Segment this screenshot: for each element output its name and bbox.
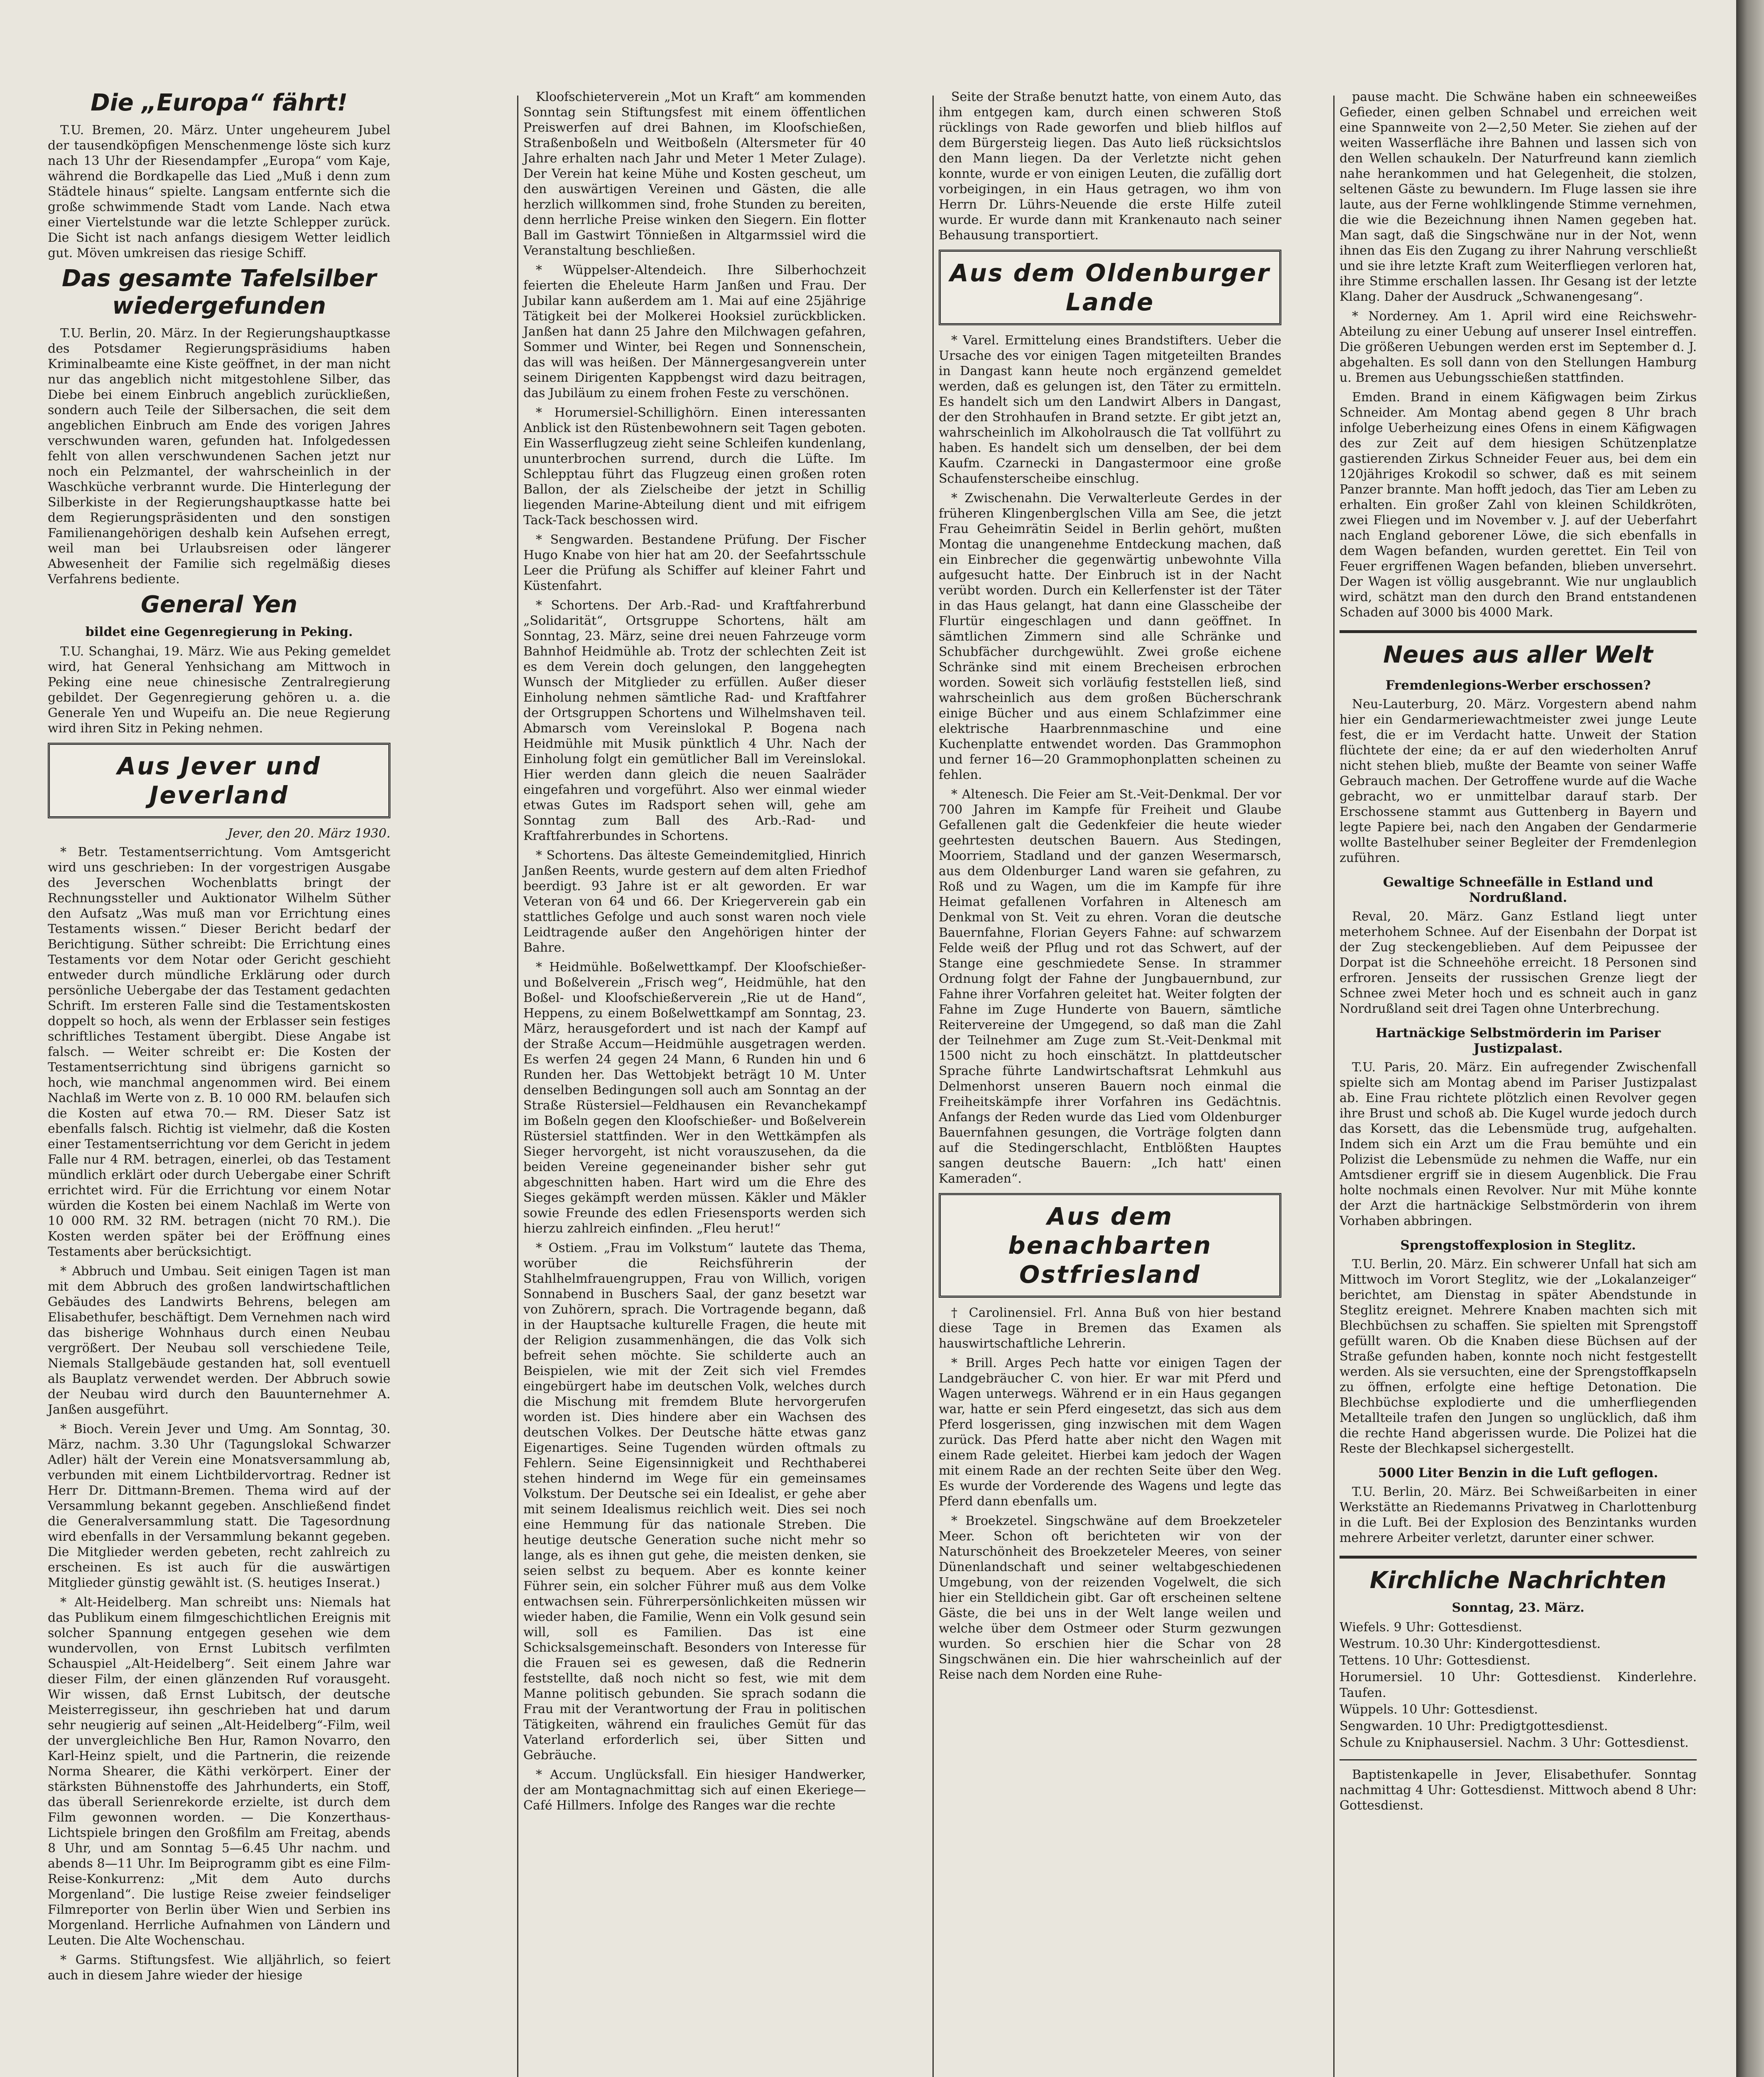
column-rule	[1333, 96, 1335, 2077]
article-text: * Sengwarden. Bestandene Prüfung. Der Fischer Hugo Knabe von hier hat am 20. der Seefahrtsschule Leer die Prüfung als Schiffer auf kleiner Fahrt und Küstenfahrt.	[523, 533, 866, 593]
article-text: * Betr. Testamentserrichtung. Vom Amtsgericht wird uns geschrieben: In der vorgestrigen Ausgabe des Jeverschen Wochenblatts bringt der Rechnungssteller und Auktionator Wilhelm Süther den Aufsatz „Was muß man vor Errichtung eines Testaments wissen.“ Dieser Bericht bedarf der Berichtigung. Süther schreibt: Die Errichtung eines Testaments vor dem Notar oder Gericht geschieht entweder durch mündliche Erklärung oder durch persönliche Uebergabe der das Testament gedachten Schrift. Im ersteren Falle sind die Testamentskosten doppelt so hoch, als wenn der Erblasser sein festiges schriftliches Testament übergibt. Diese Angabe ist falsch. — Weiter schreibt er: Die Kosten der Testamentserrichtung sind übrigens garnicht so hoch, wie manchmal angenommen wird. Bei einem Nachlaß im Werte von z. B. 10 000 RM. belaufen sich die Kosten auf etwa 70.— RM. Dieser Satz ist ebenfalls falsch. Richtig ist vielmehr, daß die Kosten einer Testamentserrichtung vor dem Gericht in jedem Falle nur 4 RM. betragen, einerlei, ob das Testament mündlich erklärt oder durch Uebergabe einer Schrift errichtet wird. Für die Errichtung vor einem Notar würden die Kosten bei einem Nachlaß im Werte von 10 000 RM. 32 RM. betragen (nicht 70 RM.). Die Kosten werden später bei der Eröffnung eines Testaments aber berücksichtigt.	[48, 845, 390, 1259]
article-text: * Alt-Heidelberg. Man schreibt uns: Niemals hat das Publikum einem filmgeschichtlichen Ereignis mit solcher Spannung entgegen gesehen wie dem wundervollen, von Ernst Lubitsch verfilmten Schauspiel „Alt-Heidelberg“. Seit einem Jahre war dieser Film, der einen glänzenden Ruf vorausgeht. Wir wissen, daß Ernst Lubitsch, der deutsche Meisterregisseur, ihn geschrieben hat und darum sehr neugierig auf seinen „Alt-Heidelberg“-Film, weil der unvergleichliche Ben Hur, Ramon Novarro, den Karl-Heinz spielt, und die Partnerin, die reizende Norma Shearer, die Käthi verkörpert. Einer der stärksten Bühnenstoffe des Jahrhunderts, ein Stoff, das überall Serienrekorde erzielte, ist durch dem Film gewonnen worden. — Die Konzerthaus-Lichtspiele bringen den Großfilm am Freitag, abends 8 Uhr, und am Sonntag 5—6.45 Uhr nachm. und abends 8—11 Uhr. Im Beiprogramm gibt es eine Film-Reise-Konkurrenz: „Mit dem Auto durchs Morgenland“. Die lustige Reise zweier feindseliger Filmreporter von Berlin über Wien und Serbien ins Morgenland. Herrliche Aufnahmen von Ländern und Leuten. Die Alte Wochenschau.	[48, 1595, 390, 1948]
section-divider	[1340, 630, 1697, 633]
article-text: Kloofschieterverein „Mot un Kraft“ am kommenden Sonntag sein Stiftungsfest mit einem öffentlichen Preiswerfen auf drei Bahnen, im Kloofschießen, Straßenboßeln und Weitboßeln (Altersmeter für 40 Jahre erhalten nach Jahr und Meter 1 Meter Zulage). Der Verein hat keine Mühe und Kosten gescheut, um den auswärtigen Vereinen und Gästen, die alle herzlich willkommen sind, frohe Stunden zu bereiten, denn herrliche Preise winken den Siegern. Ein flotter Ball im Gastwirt Tönnießen in Altgarmssiel wird die Veranstaltung beschließen.	[523, 90, 866, 258]
article-text: T.U. Paris, 20. März. Ein aufregender Zwischenfall spielte sich am Montag abend im Pariser Justizpalast ab. Eine Frau richtete plötzlich einen Revolver gegen ihre Brust und schoß ab. Die Kugel wurde jedoch durch das Korsett, das die Lebensmüde trug, aufgehalten. Indem sich ein Arzt um die Frau bemühte und ein Polizist die Lebensmüde zu nehmen die Waffe, nur ein Amtsdiener ergriff sie in diesem Augenblick. Die Frau holte nochmals einen Revolver. Nur mit Mühe konnte der Arzt die hartnäckige Selbstmörderin von ihrem Vorhaben abbringen.	[1340, 1060, 1697, 1228]
section-box-ostfriesland: Aus dem benachbarten Ostfriesland	[939, 1193, 1281, 1298]
article-text: T.U. Bremen, 20. März. Unter ungeheurem Jubel der tausendköpfigen Menschenmenge löste sich kurz nach 13 Uhr der Riesendampfer „Europa“ vom Kaje, während die Bordkapelle das Lied „Muß i denn zum Städtele hinaus“ spielte. Langsam entfernte sich die große schwimmende Stadt vom Lande. Nach etwa einer Viertelstunde war die letzte Schlepper zurück. Die Sicht ist nach anfangs diesigem Wetter leidlich gut. Möven umkreisen das riesige Schiff.	[48, 123, 390, 260]
headline-tafelsilber: Das gesamte Tafelsilber wiedergefunden	[61, 265, 377, 319]
list-item: Wüppels. 10 Uhr: Gottesdienst.	[1340, 1702, 1538, 1717]
church-list	[1340, 1620, 1697, 1751]
subheadline: 5000 Liter Benzin in die Luft geflogen.	[1378, 1466, 1659, 1480]
list-item: Westrum. 10.30 Uhr: Kindergottesdienst.	[1340, 1637, 1601, 1651]
article-text: T.U. Berlin, 20. März. In der Regierungshauptkasse des Potsdamer Regierungspräsidiums haben Kriminalbeamte eine Kiste geöffnet, in der man nicht nur das angeblich nicht mitgestohlene Silber, das Diebe bei einem Einbruch angeblich zurückließen, sondern auch Teile der Silbersachen, die seit dem angeblichen Einbruch am Ende des vorigen Jahres verschwunden waren, gefunden hat. Infolgedessen fehlt von allen verschwundenen Sachen jetzt nur noch ein Pelzmantel, der wahrscheinlich in der Waschküche verbrannt wurde. Die Hinterlegung der Silberkiste in der Regierungshauptkasse hatte bei dem Regierungspräsidenten und den sonstigen Familienangehörigen deshalb kein Aufsehen erregt, weil man bei Urlaubsreisen oder längerer Abwesenheit der Familie sich regelmäßig dieses Verfahrens bediente.	[48, 326, 390, 587]
list-item: Horumersiel. 10 Uhr: Gottesdienst. Kinderlehre. Taufen.	[1340, 1670, 1697, 1700]
article-text: * Broekzetel. Singschwäne auf dem Broekzeteler Meer. Schon oft berichteten wir von der Naturschönheit des Broekzeteler Meeres, von seiner Dünenlandschaft und seiner weltabgeschiedenen Umgebung, von der reizenden Vogelwelt, die sich hier ein Stelldichein gibt. Gar oft erscheinen seltene Gäste, die bei uns in der Welt lange weilen und welche über dem Ostmeer oder Sturm gezwungen wurden. So erschien hier die Schar von 28 Singschwänen ein. Die hier wahrscheinlich auf der Reise nach dem Norden eine Ruhe-	[939, 1514, 1281, 1682]
article-text: Seite der Straße benutzt hatte, von einem Auto, das ihm entgegen kam, durch einen schweren Stoß rücklings von Rade geworfen und blieb hilflos auf dem Bürgersteig liegen. Das Auto ließ rücksichtslos den Mann liegen. Da der Verletzte nicht gehen konnte, wurde er von einigen Leuten, die zufällig dort vorbeigingen, in ein Haus getragen, wo ihm von Herrn Dr. Lührs-Neuende die erste Hilfe zuteil wurde. Er wurde dann mit Krankenauto nach seiner Behausung transportiert.	[939, 90, 1281, 243]
list-item: Schule zu Kniphausersiel. Nachm. 3 Uhr: Gottesdienst.	[1340, 1736, 1689, 1750]
article-text: * Horumersiel-Schillighörn. Einen interessanten Anblick ist den Rüstenbewohnern seit Tagen geboten. Ein Wasserflugzeug zieht seine Schleifen kundenlang, ununterbrochen surrend, durch die Lüfte. Im Schlepptau führt das Flugzeug einen großen roten Ballon, der als Zielscheibe der jetzt in Schillig liegenden Marine-Abteilung dient und mit eifrigem Tack-Tack beschossen wird.	[523, 405, 866, 528]
column-3	[939, 89, 1281, 1687]
column-2	[523, 89, 866, 1817]
article-text: * Schortens. Das älteste Gemeindemitglied, Hinrich Janßen Reents, wurde gestern auf dem alten Friedhof beerdigt. 93 Jahre ist er alt geworden. Er war Veteran von 64 und 66. Der Kriegerverein gab ein stattliches Gefolge und auch sonst waren noch viele Leidtragende außer den Angehörigen hinter der Bahre.	[523, 848, 866, 955]
subheadline: Sonntag, 23. März.	[1452, 1601, 1585, 1615]
subheadline: Fremdenlegions-Werber erschossen?	[1385, 678, 1651, 693]
article-text: * Accum. Unglücksfall. Ein hiesiger Handwerker, der am Montagnachmittag sich auf einen Ekeriege—Café Hillmers. Infolge des Ranges war die rechte	[523, 1768, 866, 1813]
article-text: † Carolinensiel. Frl. Anna Buß von hier bestand diese Tage in Bremen das Examen als hauswirtschaftliche Lehrerin.	[939, 1306, 1281, 1351]
article-text: pause macht. Die Schwäne haben ein schneeweißes Gefieder, einen gelben Schnabel und erreichen weit eine Spannweite von 2—2,50 Meter. Sie ziehen auf der weiten Wasserfläche ihre Bahnen und lassen sich von den Wellen schaukeln. Der Naturfreund kann ziemlich nahe herankommen und hat Gelegenheit, die stolzen, seltenen Gäste zu bewundern. Im Fluge lassen sie ihre laute, aus der Ferne wohlklingende Stimme vernehmen, die wie die Bezeichnung ihnen Namen gegeben hat. Man sagt, daß die Singschwäne nur in der Not, wenn ihnen das Eis den Zugang zu ihrer Nahrung verschließt und sie ihre letzte Kraft zum Weiterfliegen verloren hat, ihre Stimme erschallen lassen. Ihr Gesang ist der letzte Klang. Daher der Ausdruck „Schwanengesang“.	[1340, 90, 1697, 304]
column-4	[1340, 89, 1697, 1817]
article-text: * Garms. Stiftungsfest. Wie alljährlich, so feiert auch in diesem Jahre wieder der hiesige	[48, 1953, 390, 1983]
article-text: * Bioch. Verein Jever und Umg. Am Sonntag, 30. März, nachm. 3.30 Uhr (Tagungslokal Schwarzer Adler) hält der Verein eine Monatsversammlung ab, verbunden mit einem Lichtbildervortrag. Redner ist Herr Dr. Dittmann-Bremen. Thema wird auf der Versammlung bekannt gegeben. Anschließend findet die Generalversammlung statt. Die Tagesordnung wird ebenfalls in der Versammlung bekannt gegeben. Die Mitglieder werden gebeten, recht zahlreich zu erscheinen. Es ist auch für die auswärtigen Mitglieder günstig gewählt ist. (S. heutiges Inserat.)	[48, 1422, 390, 1590]
section-box-jever: Aus Jever und Jeverland	[48, 743, 390, 818]
headline-neues-aus-aller-welt: Neues aus aller Welt	[1383, 641, 1653, 668]
article-text: * Zwischenahn. Die Verwalterleute Gerdes in der früheren Klingenberglschen Villa am See, die jetzt Frau Geheimrätin Seidel in Berlin gehört, mußten Montag die unangenehme Entdeckung machen, daß ein Einbrecher die gegenwärtig unbewohnte Villa aufgesucht hatte. Der Einbruch ist in der Nacht verübt worden. Durch ein Kellerfenster ist der Täter in das Haus gelangt, hat dann eine Glasscheibe der Flurtür eingeschlagen und dann geöffnet. In sämtlichen Zimmern sind alle Schränke und Schubfächer durchgewühlt. Zwei große eichene Schränke sind mit einem Brecheisen erbrochen worden. Soweit sich vorläufig feststellen ließ, sind wahrscheinlich aus dem großen Bücherschrank einige Bücher und aus einem Schlafzimmer eine elektrische Haarbrennmaschine und eine Kuchenplatte entwendet worden. Das Grammophon und ferner 16—20 Grammophonplatten scheinen zu fehlen.	[939, 491, 1281, 782]
article-text: * Schortens. Der Arb.-Rad- und Kraftfahrerbund „Solidarität“, Ortsgruppe Schortens, hält am Sonntag, 23. März, seine drei neuen Fahrzeuge vorm Bahnhof Heidmühle ab. Trotz der schlechten Zeit ist es dem Verein doch gelungen, den langgehegten Wunsch der Mitglieder zu erfüllen. Außer dieser Einholung nehmen sämtliche Rad- und Kraftfahrer der Ortsgruppen Schortens und Wilhelmshaven teil. Abmarsch vom Vereinslokal P. Bogena nach Heidmühle mit Musik pünktlich 4 Uhr. Nach der Einholung folgt ein gemütlicher Ball im Vereinslokal. Hier werden dann gleich die neuen Saalräder eingefahren und vorgeführt. Also wer einmal wieder etwas Gutes im Radsport sehen will, gehe am Sonntag zum Ball des Arb.-Rad- und Kraftfahrerbundes in Schortens.	[523, 598, 866, 843]
headline-europa: Die „Europa“ fährt!	[91, 89, 348, 116]
dateline: Jever, den 20. März 1930.	[228, 826, 390, 841]
headline-kirchliche-nachrichten: Kirchliche Nachrichten	[1369, 1567, 1667, 1594]
page-edge	[1736, 0, 1764, 2077]
list-item: Sengwarden. 10 Uhr: Predigtgottesdienst.	[1340, 1719, 1608, 1733]
article-text: * Heidmühle. Boßelwettkampf. Der Kloofschießer- und Boßelverein „Frisch weg“, Heidmühle, hat den Boßel- und Kloofschießerverein „Rie ut de Hand“, Heppens, zu einem Boßelwettkampf am Sonntag, 23. März, herausgefordert und ist nach der Kampf auf der Straße Accum—Heidmühle ausgetragen werden. Es werfen 24 gegen 24 Mann, 6 Runden hin und 6 Runden her. Das Wettobjekt beträgt 10 M. Unter denselben Bedingungen soll auch am Sonntag an der Straße Rüstersiel—Feldhausen ein Revanchekampf im Boßeln gegen den Kloofschießer- und Boßelverein Rüstersiel stattfinden. Wer in den Wettkämpfen als Sieger hervorgeht, ist nicht vorauszusehen, da die beiden Vereine gegeneinander bisher sehr gut abgeschnitten haben. Hart wird um die Ehre des Sieges gekämpft werden müssen. Käkler und Mäkler sowie Freunde des edlen Friesensports werden sich hierzu zahlreich einfinden. „Fleu herut!“	[523, 960, 866, 1236]
article-text: Emden. Brand in einem Käfigwagen beim Zirkus Schneider. Am Montag abend gegen 8 Uhr brach infolge Ueberheizung eines Ofens in einem Käfigwagen des zur Zeit auf dem hiesigen Schützenplatze gastierenden Zirkus Schneider Feuer aus, bei dem ein 120jähriges Krokodil so schwer, daß es mit seinem Panzer brannte. Man hofft jedoch, das Tier am Leben zu erhalten. Ein großer Zahl von kleinen Schildkröten, zwei Fliegen und im November v. J. auf der Ueberfahrt nach England geborener Löwe, die sich ebenfalls in dem Wagen befanden, wurden gerettet. Ein Teil von Feuer ergriffenen Wagen befanden, blieben unversehrt. Der Wagen ist völlig ausgebrannt. Wie nur unglaublich wird, schätzt man den durch den Brand entstandenen Schaden auf 3000 bis 4000 Mark.	[1340, 390, 1697, 620]
list-item: Tettens. 10 Uhr: Gottesdienst.	[1340, 1653, 1531, 1668]
article-text: * Norderney. Am 1. April wird eine Reichswehr-Abteilung zu einer Uebung auf unserer Insel eintreffen. Die größeren Uebungen werden erst im September d. J. abgehalten. Es soll dann von den Stellungen Hamburg u. Bremen aus Uebungsschießen stattfinden.	[1340, 309, 1697, 385]
article-text: * Altenesch. Die Feier am St.-Veit-Denkmal. Der vor 700 Jahren im Kampfe für Freiheit und Glaube Gefallenen galt die Gedenkfeier die heute wieder geehrtesten deutschen Bauern. Aus Stedingen, Moorriem, Stadland und der ganzen Wesermarsch, aus dem Oldenburger Land waren sie gefahren, zu Roß und zu Wagen, um die im Kampfe für ihre Heimat gefallenen Vorfahren in Altenesch am Denkmal von St. Veit zu ehren. Voran die deutsche Bauernfahne, Florian Geyers Fahne: auf schwarzem Felde weiß der Pflug und rot das Schwert, auf der Stange eine geschmiedete Sense. In strammer Ordnung folgt der Fahne der Jungbauernbund, zur Fahne ihrer Vorfahren geleitet hat. Weiter folgten der Fahne im Zuge Hunderte von Bauern, sämtliche Reitervereine der Umgegend, so daß man die Zahl der Teilnehmer am Zuge zum St.-Veit-Denkmal mit 1500 nicht zu hoch einschätzt. In plattdeutscher Sprache führte Landwirtschaftsrat Lehmkuhl aus Delmenhorst unseren Bauern noch einmal die Freiheitskämpfe ihrer Vorfahren ins Gedächtnis. Anfangs der Reden wurde das Lied vom Oldenburger Bauernfahnen gesungen, die Vorträge folgten dann auf die Stedingerschlacht, Entblößten Hauptes sangen deutsche Bauern: „Ich hatt' einen Kameraden“.	[939, 787, 1281, 1186]
column-rule	[932, 96, 934, 2077]
section-box-oldenburg: Aus dem Oldenburger Lande	[939, 250, 1281, 325]
column-1	[48, 89, 390, 1987]
article-text: * Brill. Arges Pech hatte vor einigen Tagen der Landgebräucher C. von hier. Er war mit Pferd und Wagen unterwegs. Während er in ein Haus gegangen war, hatte er sein Pferd eingesetzt, das sich aus dem Pferd losgerissen, ging inzwischen mit dem Wagen zurück. Das Pferd hatte aber nicht den Wagen mit einem Rade geleitet. Hierbei kam jedoch der Wagen mit einem Rade an der rechten Seite über den Weg. Es wurde der Vorderende des Wagens und legte das Pferd dann ebenfalls um.	[939, 1356, 1281, 1509]
list-item: Wiefels. 9 Uhr: Gottesdienst.	[1340, 1620, 1522, 1635]
subheadline: Sprengstoffexplosion in Steglitz.	[1400, 1238, 1636, 1253]
article-text: T.U. Schanghai, 19. März. Wie aus Peking gemeldet wird, hat General Yenhsichang am Mittwoch in Peking eine neue chinesische Zentralregierung gebildet. Der Gegenregierung gehören u. a. die Generale Yen und Wupeifu an. Die neue Regierung wird ihren Sitz in Peking nehmen.	[48, 644, 390, 736]
article-text: T.U. Berlin, 20. März. Ein schwerer Unfall hat sich am Mittwoch im Vorort Steglitz, wie der „Lokalanzeiger“ berichtet, am Dienstag in später Abendstunde in Steglitz ereignet. Mehrere Knaben machten sich mit Blechbüchsen zu schaffen. Sie spielten mit Sprengstoff gefüllt waren. Ob die Knaben diese Büchsen auf der Straße gefunden haben, konnte noch nicht festgestellt werden. Als sie versuchten, eine der Sprengstoffkapseln zu öffnen, erfolgte eine heftige Detonation. Die Blechbüchse explodierte und die umherfliegenden Metallteile trafen den Jungen so unglücklich, daß ihm die rechte Hand abgerissen wurde. Die Polizei hat die Reste der Blechkapsel sichergestellt.	[1340, 1257, 1697, 1456]
subheadline: Gewaltige Schneefälle in Estland und Nordrußland.	[1383, 875, 1654, 905]
article-text: Neu-Lauterburg, 20. März. Vorgestern abend nahm hier ein Gendarmeriewachtmeister zwei junge Leute fest, die er im Verdacht hatte. Unweit der Station flüchtete der eine; da er auf den wiederholten Anruf nicht stehen blieb, mußte der Beamte von seiner Waffe Gebrauch machen. Der Getroffene wurde auf die Wache gebracht, wo er unmittelbar darauf starb. Der Erschossene stammt aus Guttenberg in Bayern und legte Papiere bei, nach den Angaben der Gendarmerie wollte Bastelhuber seiner Begleiter der Fremdenlegion zuführen.	[1340, 697, 1697, 865]
article-text: * Wüppelser-Altendeich. Ihre Silberhochzeit feierten die Eheleute Harm Janßen und Frau. Der Jubilar kann außerdem am 1. Mai auf eine 25jährige Tätigkeit bei der Molkerei Hooksiel zurückblicken. Janßen hat dann 25 Jahre den Milchwagen gefahren, Sommer und Winter, bei Regen und Sonnenschein, das will was heißen. Der Männergesangverein unter seinem Dirigenten Kappbengst wird dazu beitragen, das Jubiläum zu einem frohen Feste zu verschönen.	[523, 263, 866, 400]
article-text: * Abbruch und Umbau. Seit einigen Tagen ist man mit dem Abbruch des großen landwirtschaftlichen Gebäudes des Landwirts Behrens, belegen am Elisabethufer, beschäftigt. Dem Vernehmen nach wird das bisherige Wohnhaus durch einen Neubau vergrößert. Der Neubau soll verschiedene Teile, Niemals Stallgebäude gestanden hat, soll eventuell als Bauplatz verwendet werden. Der Abbruch sowie der Neubau wird durch den Bauunternehmer A. Janßen ausgeführt.	[48, 1264, 390, 1417]
column-rule	[517, 96, 518, 2077]
section-divider	[1340, 1759, 1697, 1760]
subheadline: Hartnäckige Selbstmörderin im Pariser Justizpalast.	[1375, 1026, 1661, 1056]
section-divider	[1340, 1556, 1697, 1559]
article-text: Reval, 20. März. Ganz Estland liegt unter meterhohem Schnee. Auf der Eisenbahn der Dorpat ist der Zug steckengeblieben. Auf dem Peipussee der Dorpat ist die Schneehöhe erreicht. 18 Personen sind erfroren. Jenseits der russischen Grenze liegt der Schnee zwei Meter hoch und es schneit auch in ganz Nordrußland seit drei Tagen ohne Unterbrechung.	[1340, 909, 1697, 1016]
subheadline: bildet eine Gegenregierung in Peking.	[85, 625, 353, 639]
headline-general-yen: General Yen	[140, 591, 298, 618]
article-text: Baptistenkapelle in Jever, Elisabethufer. Sonntag nachmittag 4 Uhr: Gottesdienst. Mittwoch abend 8 Uhr: Gottesdienst.	[1340, 1768, 1697, 1813]
article-text: * Varel. Ermittelung eines Brandstifters. Ueber die Ursache des vor einigen Tagen mitgeteilten Brandes in Dangast kann heute noch ergänzend gemeldet werden, daß es gelungen ist, den Täter zu ermitteln. Es handelt sich um den Landwirt Albers in Dangast, der den Strohhaufen in Brand setzte. Er gibt jetzt an, wahrscheinlich im Alkoholrausch die Tat vollführt zu haben. Es handelt sich um denselben, der bei dem Kaufm. Czarnecki in Dangastermoor eine große Schaufensterscheibe einschlug.	[939, 333, 1281, 486]
article-text: T.U. Berlin, 20. März. Bei Schweißarbeiten in einer Werkstätte an Riedemanns Privatweg in Charlottenburg in die Luft. Bei der Explosion des Benzintanks wurden mehrere Arbeiter verletzt, darunter einer schwer.	[1340, 1485, 1697, 1545]
article-text: * Ostiem. „Frau im Volkstum“ lautete das Thema, worüber die Reichsführerin der Stahlhelmfrauengruppen, Frau von Willich, vorigen Sonnabend in Buschers Saal, der ganz besetzt war von Zuhörern, sprach. Die Vortragende begann, daß in der Hauptsache kulturelle Fragen, die heute mit der Religion zusammenhängen, die das Volk sich befreit sehen möchte. Sie schilderte auch an Beispielen, wie mit der Zeit sich viel Fremdes eingebürgert habe im deutschen Volk, welches durch die Mischung mit fremdem Blute hervorgerufen worden ist. Dies hindere aber ein Wachsen des deutschen Volkes. Der Deutsche hätte etwas ganz Eigenartiges. Seine Tugenden würden oftmals zu Fehlern. Seine Eigensinnigkeit und Rechthaberei stehen hindernd im Wege für ein gemeinsames Volkstum. Der Deutsche sei ein Idealist, er gehe aber mit seinem Idealismus reichlich weit. Dies sei noch eine Hemmung für das nationale Streben. Die heutige deutsche Generation suche nicht mehr so lange, als es ihnen gut gehe, die meisten denken, sie seien selbst zu bequem. Aber es konnte keiner Führer sein, ein solcher Führer muß aus dem Volke entwachsen sein. Führerpersönlichkeiten müssen wir wieder haben, die Familie, Wenn ein Volk gesund sein will, soll es Familien. Das ist eine Schicksalsgemeinschaft. Besonders von Interesse für die Frauen sei es gewesen, daß die Rednerin feststellte, daß noch nicht so fest, wie mit dem Manne politisch gebunden. Sie sprach sodann die Frau mit der Verantwortung der Frau in politischen Tätigkeiten, während ein frauliches Gemüt für das Vaterland erforderlich sei, über Sitten und Gebräuche.	[523, 1241, 866, 1763]
